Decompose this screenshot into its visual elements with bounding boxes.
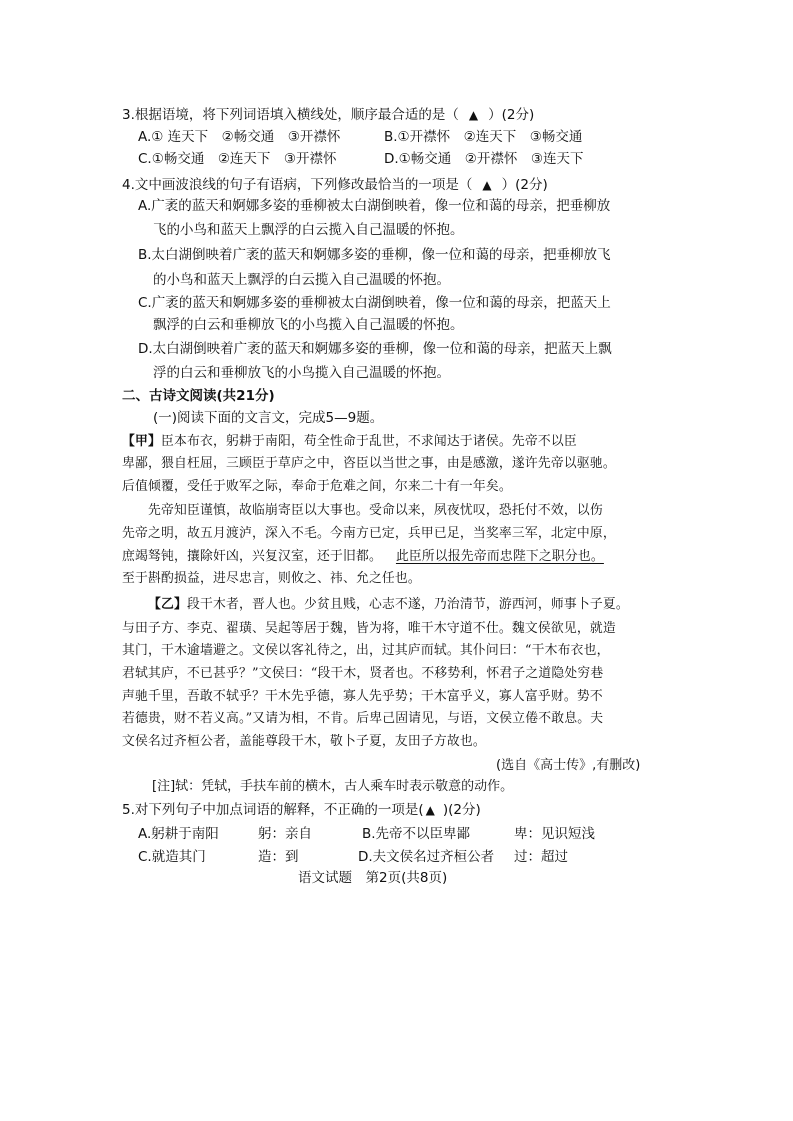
q3-option-c: C.①畅交通 ②连天下 ③开襟怀	[138, 151, 337, 167]
passage-jia-line: 卑鄙，猥自枉屈，三顾臣于草庐之中，咨臣以当世之事，由是感激，遂许先帝以驱驰。	[122, 456, 616, 471]
source-citation: (选自《高士传》,有删改)	[496, 758, 641, 773]
q4-option-d-line2: 浮的白云和垂柳放飞的小鸟揽入自己温暖的怀抱。	[153, 365, 450, 381]
passage-yi-line: 与田子方、李克、翟璜、吴起等居于魏，皆为将，唯干木守道不仕。魏文侯欲见，就造	[122, 621, 616, 636]
q4-option-d-line1: D.太白湖倒映着广袤的蓝天和婀娜多姿的垂柳，像一位和蔼的母亲，把蓝天上飘	[138, 341, 612, 357]
q5-option-d-explanation: 过：超过	[514, 849, 568, 865]
q4-option-b-line2: 的小鸟和蓝天上飘浮的白云揽入自己温暖的怀抱。	[153, 272, 450, 288]
passage-yi-text: 段干木者，晋人也。少贫且贱，心志不遂，乃治清节，游西河，师事卜子夏。	[187, 597, 629, 612]
passage-yi-line: 君轼其庐，不已甚乎？”文侯曰：“段干木，贤者也。不移势利，怀君子之道隐处穷巷	[122, 666, 604, 681]
q5-stem-text: 5.对下列句子中加点词语的解释，不正确的一项是(	[122, 802, 424, 818]
q5-option-b-sentence: B.先帝不以臣卑鄙	[362, 826, 471, 842]
passage-jia-text: 庶竭驽钝，攘除奸凶，兴复汉室，还于旧都。	[122, 549, 382, 564]
q5-option-d-sentence: D.夫文侯名过齐桓公者	[358, 849, 495, 865]
q4-option-c-line1: C.广袤的蓝天和婀娜多姿的垂柳被太白湖倒映着，像一位和蔼的母亲，把蓝天上	[138, 295, 611, 311]
q4-score: ）(2分)	[501, 177, 548, 193]
answer-blank-triangle: ▲	[468, 108, 479, 122]
q5-option-b-explanation: 卑：见识短浅	[514, 826, 595, 842]
passage-yi-line: 其门，干木逾墙避之。文侯以客礼待之，出，过其庐而轼。其仆问曰：“干木布衣也，	[122, 643, 610, 658]
passage-jia-line: 先帝知臣谨慎，故临崩寄臣以大事也。受命以来，夙夜忧叹，恐托付不效，以伤	[148, 503, 603, 518]
passage-jia-line	[122, 433, 577, 451]
q5-option-c-explanation: 造：到	[258, 849, 299, 865]
q3-option-b: B.①开襟怀 ②连天下 ③畅交通	[384, 129, 583, 145]
q5-stem	[122, 801, 481, 819]
q4-option-c-line2: 飘浮的白云和垂柳放飞的小鸟揽入自己温暖的怀抱。	[153, 317, 464, 333]
page-footer: 语文试题 第2页(共8页)	[298, 870, 448, 886]
passage-jia-line: 至于斟酌损益，进尽忠言，则攸之、祎、允之任也。	[122, 571, 421, 586]
q5-option-c-sentence: C.就造其门	[138, 849, 206, 865]
underlined-sentence: 此臣所以报先帝而忠陛下之职分也。	[395, 549, 604, 564]
q5-score: )(2分)	[442, 802, 481, 818]
q4-option-a-line2: 飞的小鸟和蓝天上飘浮的白云揽入自己温暖的怀抱。	[153, 222, 464, 238]
answer-blank-triangle: ▲	[482, 178, 492, 192]
q4-option-a-line1: A.广袤的蓝天和婀娜多姿的垂柳被太白湖倒映着，像一位和蔼的母亲，把垂柳放	[138, 198, 611, 214]
passage-yi-line: 声驰千里，吾敢不轼乎？干木先乎德，寡人先乎势；干木富乎义，寡人富乎财。势不	[122, 689, 603, 704]
answer-blank-triangle: ▲	[425, 803, 435, 817]
q4-option-b-line1: B.太白湖倒映着广袤的蓝天和婀娜多姿的垂柳，像一位和蔼的母亲，把垂柳放飞	[138, 247, 611, 263]
passage-jia-text: 臣本布衣，躬耕于南阳，苟全性命于乱世，不求闻达于诸侯。先帝不以臣	[161, 434, 577, 449]
passage-yi-tag: 【乙】	[148, 597, 187, 612]
passage-yi-line	[148, 596, 629, 614]
section-heading: 二、古诗文阅读(共21分)	[122, 388, 275, 404]
q3-stem	[122, 106, 534, 124]
q4-stem-text: 4.文中画波浪线的句子有语病，下列修改最恰当的一项是（	[122, 177, 473, 193]
passage-jia-line: 后值倾覆，受任于败军之际，奉命于危难之间，尔来二十有一年矣。	[122, 479, 512, 494]
q3-option-d: D.①畅交通 ②开襟怀 ③连天下	[384, 151, 584, 167]
section-subheading: (一)阅读下面的文言文，完成5—9题。	[153, 410, 384, 426]
q3-score: ）(2分)	[488, 107, 535, 123]
q5-option-a-sentence: A.躬耕于南阳	[138, 826, 219, 842]
passage-jia-line: 先帝之明，故五月渡泸，深入不毛。今南方已定，兵甲已足，当奖率三军，北定中原，	[122, 526, 616, 541]
q3-option-a: A.① 连天下 ②畅交通 ③开襟怀	[138, 129, 341, 145]
passage-jia-tag: 【甲】	[122, 434, 161, 449]
footnote: [注]轼：凭轼，手扶车前的横木，古人乘车时表示敬意的动作。	[152, 779, 514, 794]
passage-yi-line: 文侯名过齐桓公者，盖能尊段干木，敬卜子夏，友田子方故也。	[122, 734, 486, 749]
passage-yi-line: 若德贵，财不若义高。”又请为相，不肯。后卑己固请见，与语，文侯立倦不敢息。夫	[122, 711, 604, 726]
q5-option-a-explanation: 躬：亲自	[258, 826, 312, 842]
passage-jia-line	[122, 548, 604, 566]
q3-stem-text: 3.根据语境，将下列词语填入横线处，顺序最合适的是（	[122, 107, 459, 123]
q4-stem	[122, 176, 548, 194]
